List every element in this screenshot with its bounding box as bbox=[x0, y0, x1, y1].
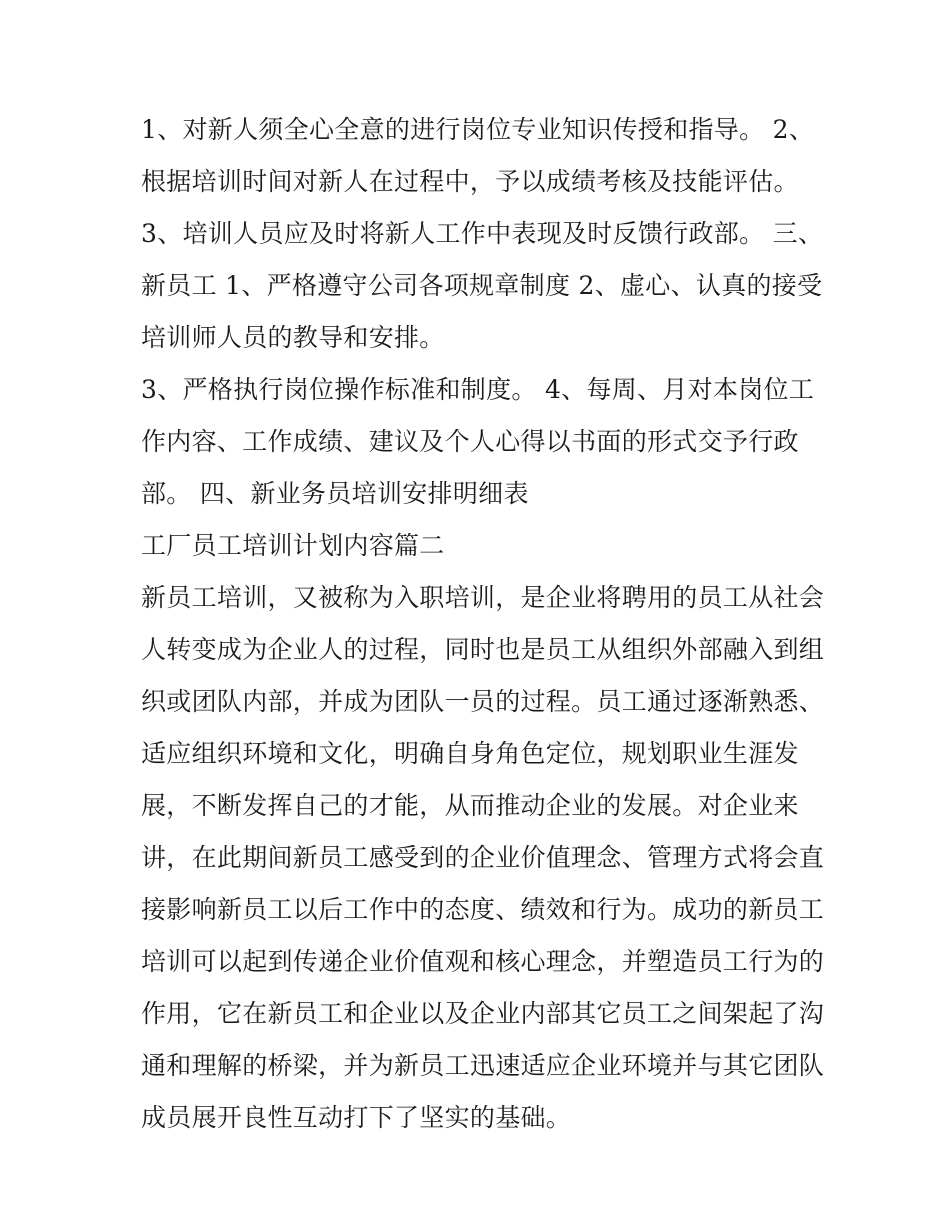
text-line: 培训可以起到传递企业价值观和核心理念，并塑造员工行为的 bbox=[141, 947, 825, 976]
text-line: 接影响新员工以后工作中的态度、绩效和行为。成功的新员工 bbox=[141, 895, 825, 924]
text-line: 部。 四、新业务员培训安排明细表 bbox=[141, 479, 529, 508]
text-line: 讲，在此期间新员工感受到的企业价值理念、管理方式将会直 bbox=[141, 843, 825, 872]
text-line: 3、严格执行岗位操作标准和制度。 4、每周、月对本岗位工 bbox=[141, 375, 815, 404]
document-body bbox=[141, 104, 831, 1144]
text-line: 新员工 1、严格遵守公司各项规章制度 2、虚心、认真的接受 bbox=[141, 271, 823, 300]
section-heading: 工厂员工培训计划内容篇二 bbox=[141, 531, 445, 560]
text-line: 织或团队内部，并成为团队一员的过程。员工通过逐渐熟悉、 bbox=[141, 687, 825, 716]
text-line: 新员工培训，又被称为入职培训，是企业将聘用的员工从社会 bbox=[141, 583, 825, 612]
text-line: 通和理解的桥梁，并为新员工迅速适应企业环境并与其它团队 bbox=[141, 1051, 825, 1080]
text-line: 人转变成为企业人的过程，同时也是员工从组织外部融入到组 bbox=[141, 635, 825, 664]
text-line: 1、对新人须全心全意的进行岗位专业知识传授和指导。 2、 bbox=[141, 115, 815, 144]
text-line: 作用，它在新员工和企业以及企业内部其它员工之间架起了沟 bbox=[141, 999, 825, 1028]
text-line: 成员展开良性互动打下了坚实的基础。 bbox=[141, 1103, 572, 1132]
text-line: 适应组织环境和文化，明确自身角色定位，规划职业生涯发 bbox=[141, 739, 799, 768]
text-line: 根据培训时间对新人在过程中，予以成绩考核及技能评估。 bbox=[141, 167, 799, 196]
text-line: 培训师人员的教导和安排。 bbox=[141, 323, 445, 352]
text-line: 作内容、工作成绩、建议及个人心得以书面的形式交予行政 bbox=[141, 427, 799, 456]
text-line: 展，不断发挥自己的才能，从而推动企业的发展。对企业来 bbox=[141, 791, 799, 820]
text-line: 3、培训人员应及时将新人工作中表现及时反馈行政部。 三、 bbox=[141, 219, 824, 248]
